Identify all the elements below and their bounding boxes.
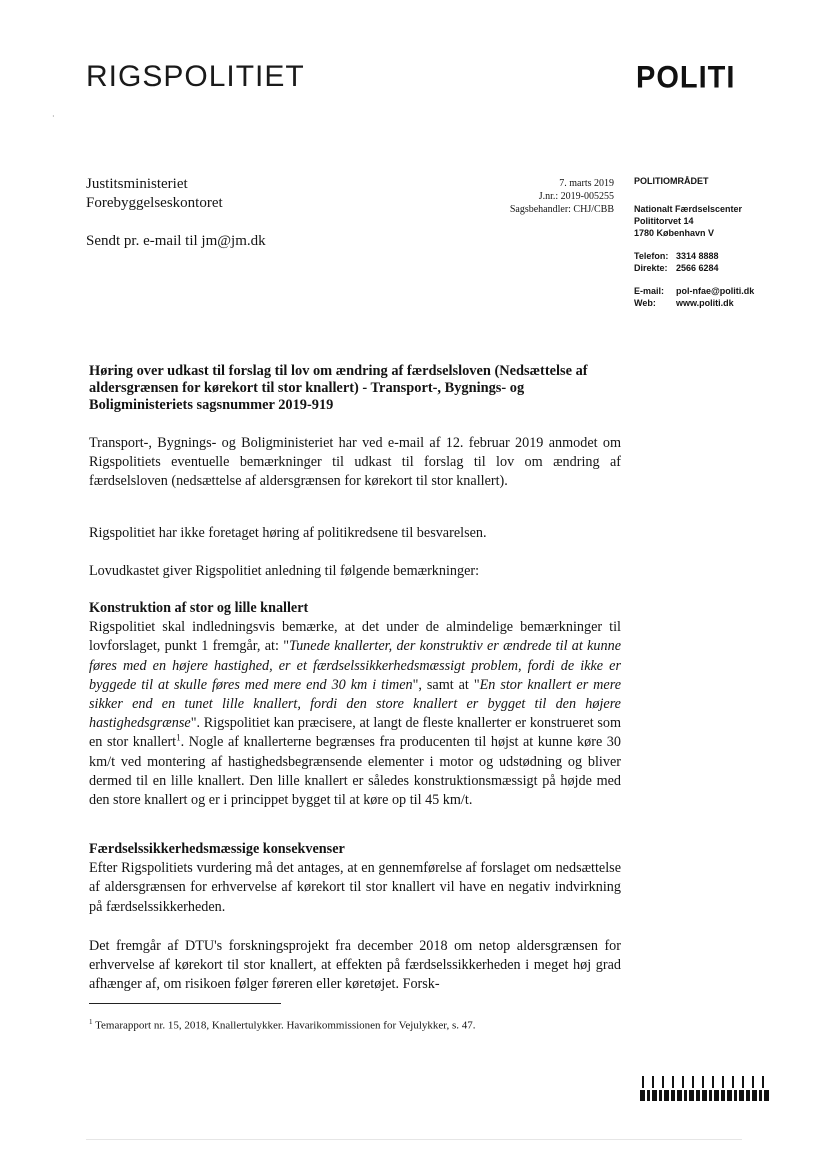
quote-large-moped: En stor knallert er mere sikker end en tunet lille knallert, fordi den store knallert er bygget til den højere hastighedsgrænse	[89, 676, 622, 732]
email-row	[634, 285, 814, 297]
case-handler: Sagsbehandler: CHJ/CBB	[509, 204, 614, 215]
section-construction-text-d: . Nogle af knallerterne begrænses fra producenten til højst at kunne køre 30 km/t ved montering af hastighedsbegrænsende elementer i motor og udstødning og bliver dermed til en lille knallert. Den lille knallert er således konstruktionsmæssigt på højde med den store knallert og er i princippet bygget til at køre op til 45 km/t.	[89, 734, 621, 809]
section-safety-text: Efter Rigspolitiets vurdering må det antages, at en gennemførelse af forslaget om nedsættelse af aldersgrænsen for erhvervelse af kørekort til stor knallert vil have en negativ indvirkning på færdselssikkerheden.	[89, 860, 621, 915]
paragraph-intro: Lovudkastet giver Rigspolitiet anledning til følgende bemærkninger:	[89, 563, 480, 579]
paragraph-hearing: Rigspolitiet har ikke foretaget høring af politikredsene til besvarelsen.	[89, 525, 487, 541]
recipient-block	[86, 175, 223, 213]
section-construction	[89, 599, 621, 810]
email-value: pol-nfae@politi.dk	[676, 286, 755, 296]
recipient-ministry: Justitsministeriet	[86, 176, 188, 192]
politi-logo: POLITI	[636, 60, 736, 96]
section-construction-text-b: ", samt at "	[412, 676, 480, 693]
section-safety	[89, 840, 621, 917]
section-construction-text-c: ". Rigspolitiet kan præcisere, at langt de fleste knallerter er konstrueret som en stor knallert	[89, 715, 621, 751]
sender-city: 1780 København V	[634, 228, 715, 238]
phone-row	[634, 250, 814, 262]
footnote-text: Temarapport nr. 15, 2018, Knallertulykker. Havarikommissionen for Vejulykker, s. 47.	[95, 1019, 476, 1032]
footnote-marker: 1	[89, 1018, 93, 1026]
web-label: Web:	[634, 298, 656, 308]
direct-row	[634, 262, 814, 274]
footnote-divider	[89, 1003, 281, 1004]
letter-date: 7. marts 2019	[559, 178, 614, 189]
recipient-office: Forebyggelseskontoret	[86, 195, 223, 211]
email-label: E-mail:	[634, 286, 665, 296]
phone-label: Telefon:	[634, 251, 669, 261]
footnote	[89, 1018, 476, 1032]
section-construction-text-a: Rigspolitiet skal indledningsvis bemærke, at det under de almindelige bemærkninger til lovforslaget, punkt 1 fremgår, at: "	[89, 619, 621, 655]
direct-value: 2566 6284	[676, 263, 719, 273]
letter-meta	[470, 177, 614, 216]
sender-sidebar	[634, 175, 814, 309]
web-row	[634, 297, 814, 309]
letter-heading: Høring over udkast til forslag til lov om ændring af færdselsloven (Nedsættelse af aldersgrænsen for kørekort til stor knallert) - Transport-, Bygnings- og Boligministeriets sagsnummer 2019-919	[89, 363, 588, 413]
paragraph-dtu: Det fremgår af DTU's forskningsprojekt fra december 2018 om netop aldersgrænsen for erhvervelse af kørekort til stor knallert, at effekten på færdselssikkerheden i meget høj grad afhænger af, om risikoen følger føreren eller køretøjet. Forsk-	[89, 938, 621, 993]
web-value: www.politi.dk	[676, 298, 734, 308]
quote-tuned-mopeds: Tunede knallerter, der konstruktiv er ændrede til at kunne føres med en højere hastighed, er et færdselssikkerhedsmæssigt problem, fordi de ikke er byggede til at skulle føres med mere end 30 km i timen	[89, 638, 621, 693]
sender-street: Polititorvet 14	[634, 216, 694, 226]
section-safety-title: Færdselssikkerhedsmæssige konsekvenser	[89, 841, 345, 857]
scan-mark: ·	[52, 112, 55, 121]
direct-label: Direkte:	[634, 263, 668, 273]
sender-department: Nationalt Færdselscenter	[634, 204, 743, 214]
section-construction-title: Konstruktion af stor og lille knallert	[89, 600, 309, 616]
document-barcode	[640, 1076, 770, 1102]
page-bottom-rule	[86, 1139, 742, 1140]
phone-value: 3314 8888	[676, 251, 719, 261]
rigspolitiet-logo: RIGSPOLITIET	[86, 60, 305, 93]
paragraph-request: Transport-, Bygnings- og Boligministeriet har ved e-mail af 12. februar 2019 anmodet om Rigspolitiets eventuelle bemærkninger til udkast til forslag til lov om ændring af færdselsloven (nedsættelse af aldersgrænsen for kørekort til stor knallert).	[89, 435, 621, 490]
journal-number: J.nr.: 2019-005255	[538, 191, 614, 202]
police-area: POLITIOMRÅDET	[634, 176, 709, 186]
sent-line: Sendt pr. e-mail til jm@jm.dk	[86, 233, 266, 249]
footnote-reference: 1	[176, 732, 181, 743]
